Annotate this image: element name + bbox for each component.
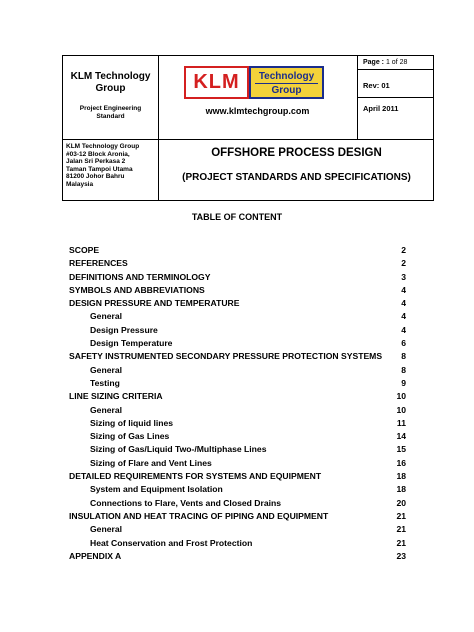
toc-entry[interactable] bbox=[69, 417, 406, 430]
toc-entry-title: REFERENCES bbox=[69, 258, 128, 269]
toc-entry-title: General bbox=[90, 524, 123, 535]
toc-entry-page: 16 bbox=[396, 457, 406, 468]
toc-entry-title: Sizing of Gas Lines bbox=[90, 431, 170, 442]
toc-entry-page: 20 bbox=[396, 497, 406, 508]
toc-entry-page: 2 bbox=[401, 245, 406, 255]
page-number bbox=[363, 59, 407, 66]
address-line: #03-12 Block Aronia, bbox=[66, 150, 130, 158]
toc-entry-title: General bbox=[90, 364, 123, 375]
toc-entry-page: 23 bbox=[396, 550, 406, 561]
toc-entry-title: SYMBOLS AND ABBREVIATIONS bbox=[69, 284, 205, 295]
toc-entry-title: Design Temperature bbox=[90, 338, 173, 349]
toc-entry-title: Heat Conservation and Frost Protection bbox=[90, 537, 253, 548]
toc-entry-page: 2 bbox=[401, 258, 406, 269]
address-line: KLM Technology Group bbox=[66, 143, 140, 150]
toc-entry[interactable] bbox=[69, 324, 406, 337]
toc-entry-page: 21 bbox=[396, 537, 406, 548]
toc-entry[interactable] bbox=[69, 550, 406, 563]
toc-entry-title: LINE SIZING CRITERIA bbox=[69, 391, 163, 402]
company-block bbox=[63, 56, 158, 139]
toc-entry-title: APPENDIX A bbox=[69, 550, 122, 561]
address-line: Jalan Sri Perkasa 2 bbox=[66, 158, 126, 166]
issue-date: April 2011 bbox=[363, 104, 399, 113]
company-name-line2: Group bbox=[95, 83, 126, 94]
logo-tech-line1: Technology bbox=[258, 71, 315, 82]
toc-entry-page: 4 bbox=[401, 311, 406, 322]
toc-entry-page: 15 bbox=[396, 444, 406, 455]
toc-entry-title: DETAILED REQUIREMENTS FOR SYSTEMS AND EQUIPMENT bbox=[69, 471, 322, 482]
toc-heading: TABLE OF CONTENT bbox=[191, 212, 283, 222]
toc-entry-page: 4 bbox=[401, 284, 406, 295]
revision: Rev: 01 bbox=[363, 81, 390, 90]
toc-entry[interactable] bbox=[69, 257, 406, 270]
toc-entry-title: System and Equipment Isolation bbox=[90, 484, 223, 495]
toc-entry-page: 18 bbox=[396, 471, 406, 482]
toc-entry-page: 10 bbox=[396, 391, 406, 402]
document-title: OFFSHORE PROCESS DESIGN bbox=[211, 147, 382, 159]
toc-entry-page: 8 bbox=[401, 364, 406, 375]
header-divider bbox=[63, 139, 433, 140]
address-line: 81200 Johor Bahru bbox=[66, 173, 125, 181]
toc-entry[interactable] bbox=[69, 350, 406, 363]
document-subtitle: (PROJECT STANDARDS AND SPECIFICATIONS) bbox=[182, 172, 411, 183]
toc-entry[interactable] bbox=[69, 510, 406, 523]
logo-tech-line2: Group bbox=[255, 83, 318, 97]
toc-entry-page: 4 bbox=[401, 324, 406, 335]
toc-entry-title: General bbox=[90, 404, 123, 415]
toc-entry-title: DEFINITIONS AND TERMINOLOGY bbox=[69, 271, 211, 282]
toc-entry-page: 4 bbox=[401, 298, 406, 309]
toc-entry-page: 10 bbox=[396, 404, 406, 415]
toc-entry[interactable] bbox=[69, 470, 406, 483]
toc-entry-title: INSULATION AND HEAT TRACING OF PIPING AND EQUIPMENT bbox=[69, 510, 329, 521]
toc-entry-page: 18 bbox=[396, 484, 406, 495]
toc-entry-page: 14 bbox=[396, 431, 406, 442]
document-header bbox=[62, 55, 434, 201]
toc-entry-title: SAFETY INSTRUMENTED SECONDARY PRESSURE PROTECTION SYSTEMS bbox=[69, 351, 383, 362]
toc-entry[interactable] bbox=[69, 523, 406, 536]
toc-entry-page: 9 bbox=[401, 377, 406, 388]
klm-logo bbox=[184, 66, 324, 99]
toc-entry-page: 11 bbox=[396, 417, 406, 428]
company-name-line1: KLM Technology bbox=[70, 71, 151, 82]
logo-klm-text: KLM bbox=[184, 66, 249, 99]
header-divider bbox=[357, 69, 433, 70]
page-value: 1 of 28 bbox=[385, 59, 408, 66]
toc-entry-title: Design Pressure bbox=[90, 324, 158, 335]
toc-entry-page: 8 bbox=[401, 351, 406, 362]
toc-entry[interactable] bbox=[69, 430, 406, 443]
toc-entry-title: Sizing of liquid lines bbox=[90, 417, 174, 428]
page-label: Page : bbox=[363, 59, 385, 66]
toc-entry[interactable] bbox=[69, 483, 406, 496]
toc-entry[interactable] bbox=[69, 297, 406, 310]
toc-entry-title: Connections to Flare, Vents and Closed Drains bbox=[90, 497, 282, 508]
toc-entry-title: DESIGN PRESSURE AND TEMPERATURE bbox=[69, 298, 240, 309]
toc-entry[interactable] bbox=[69, 244, 406, 257]
toc-entry-title: Sizing of Flare and Vent Lines bbox=[90, 457, 212, 468]
toc-entry[interactable] bbox=[69, 537, 406, 550]
toc-entry[interactable] bbox=[69, 337, 406, 350]
toc-entry[interactable] bbox=[69, 284, 406, 297]
table-of-contents bbox=[69, 244, 406, 563]
logo-technology-block bbox=[249, 66, 324, 99]
toc-entry[interactable] bbox=[69, 404, 406, 417]
toc-entry[interactable] bbox=[69, 377, 406, 390]
company-address bbox=[66, 143, 156, 189]
toc-entry-page: 6 bbox=[401, 338, 406, 349]
toc-entry[interactable] bbox=[69, 271, 406, 284]
toc-entry[interactable] bbox=[69, 443, 406, 456]
website-url: www.klmtechgroup.com bbox=[205, 106, 310, 116]
toc-entry-page: 21 bbox=[396, 510, 406, 521]
toc-entry[interactable] bbox=[69, 457, 406, 470]
toc-entry-title: Sizing of Gas/Liquid Two-/Multiphase Lines bbox=[90, 444, 267, 455]
dept-line2: Standard bbox=[96, 113, 125, 120]
header-divider bbox=[357, 97, 433, 98]
toc-entry-page: 3 bbox=[401, 271, 406, 282]
toc-entry-title: SCOPE bbox=[69, 245, 100, 255]
toc-entry[interactable] bbox=[69, 310, 406, 323]
toc-entry[interactable] bbox=[69, 497, 406, 510]
toc-entry[interactable] bbox=[69, 390, 406, 403]
toc-entry-title: Testing bbox=[90, 377, 120, 388]
toc-entry-title: General bbox=[90, 311, 123, 322]
address-line: Taman Tampoi Utama bbox=[66, 165, 133, 173]
toc-entry[interactable] bbox=[69, 364, 406, 377]
dept-line1: Project Engineering bbox=[79, 105, 142, 112]
address-line: Malaysia bbox=[66, 180, 94, 188]
toc-entry-page: 21 bbox=[396, 524, 406, 535]
